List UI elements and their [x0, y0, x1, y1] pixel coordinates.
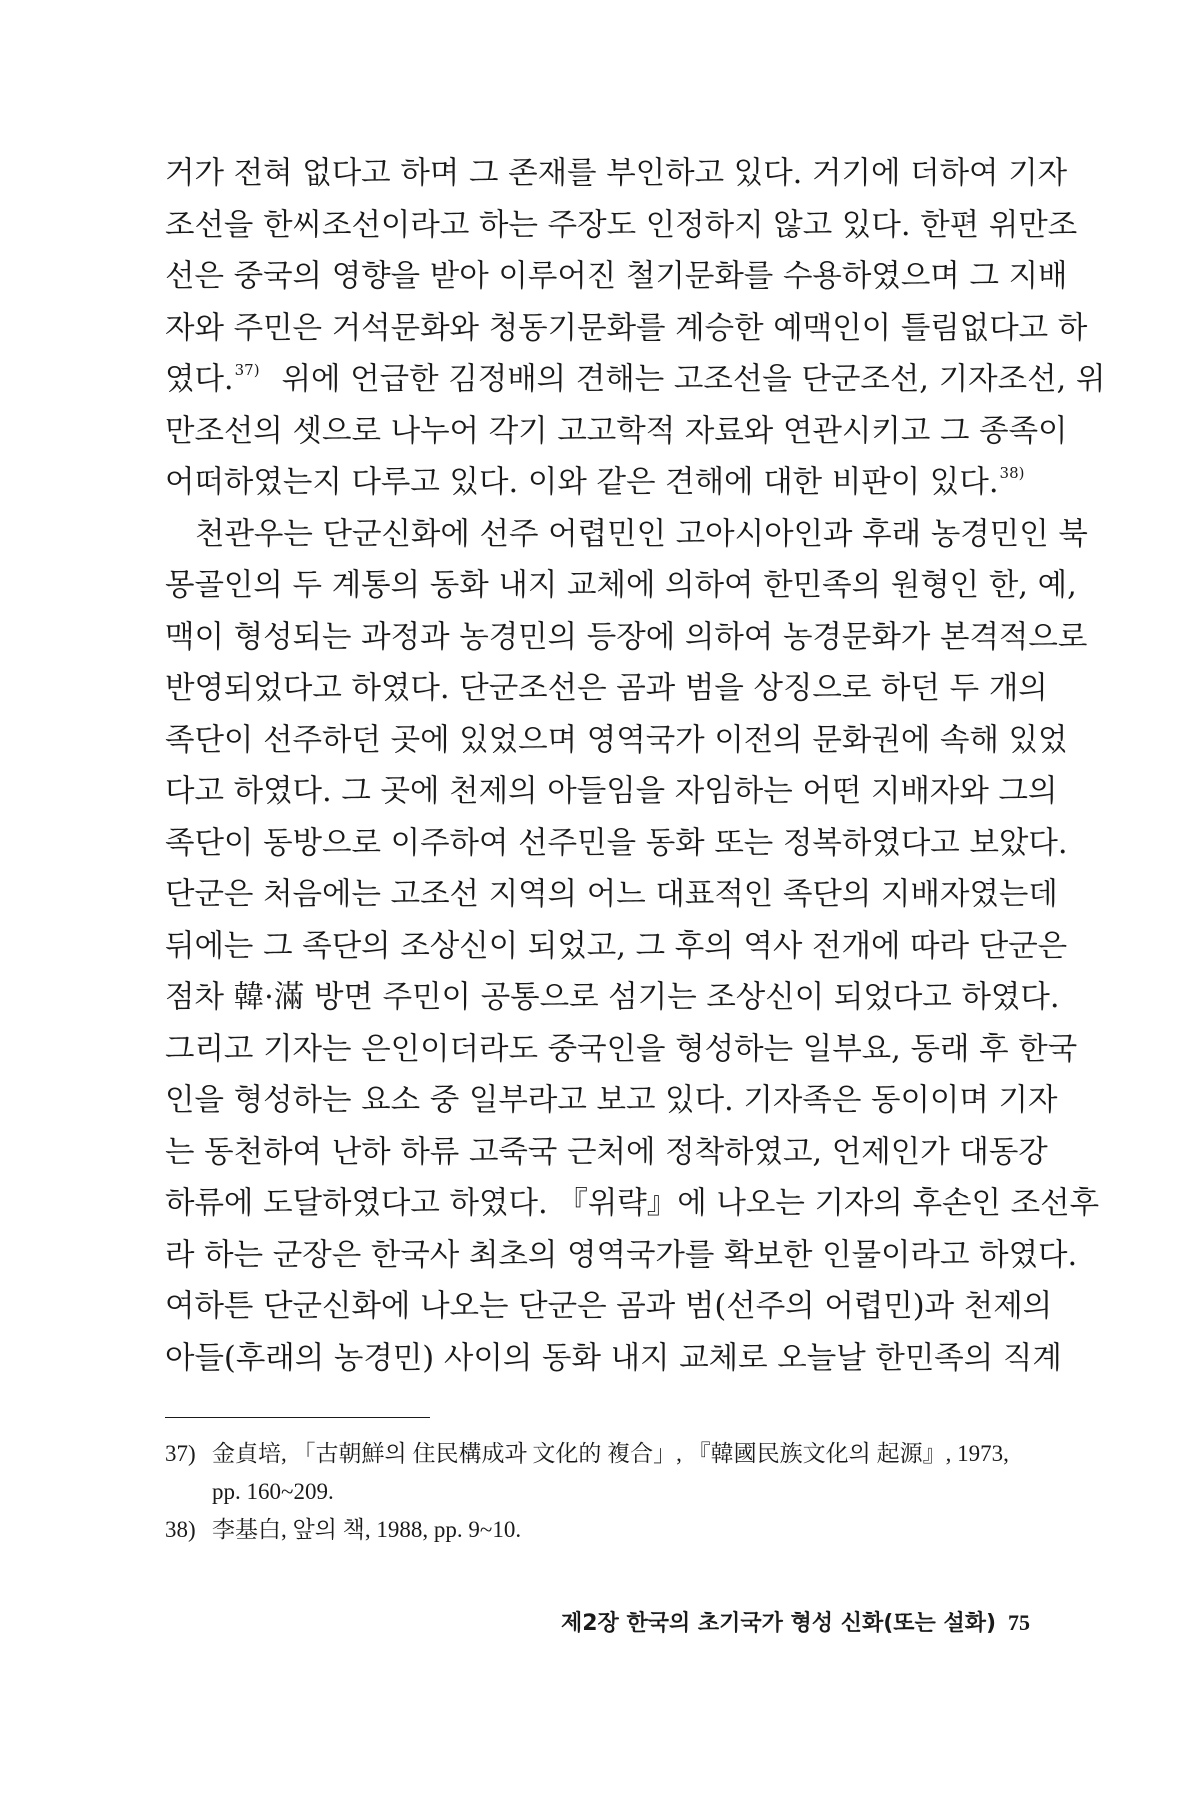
body-text	[165, 148, 1106, 1384]
body-line: 단군은 처음에는 고조선 지역의 어느 대표적인 족단의 지배자였는데	[165, 877, 1058, 912]
body-line: 아들(후래의 농경민) 사이의 동화 내지 교체로 오늘날 한민족의 직계	[165, 1340, 1062, 1376]
body-text-segment: 위에 언급한 김정배의 견해는 고조선을 단군조선, 기자조선, 위	[281, 362, 1106, 397]
footnote-37	[165, 1436, 1035, 1472]
body-line-with-footnote	[165, 457, 1035, 509]
paragraph-start-line: 천관우는 단군신화에 선주 어렵민인 고아시아인과 후래 농경민인 북	[195, 516, 1088, 552]
body-line: 다고 하였다. 그 곳에 천제의 아들임을 자임하는 어떤 지배자와 그의	[165, 774, 1058, 809]
body-line: 는 동천하여 난하 하류 고죽국 근처에 정착하였고, 언제인가 대동강	[165, 1134, 1048, 1170]
footnote-number: 37)	[165, 1441, 196, 1466]
chapter-title: 제2장 한국의 초기국가 형성 신화(또는 설화)	[561, 1611, 996, 1636]
body-line: 선은 중국의 영향을 받아 이루어진 철기문화를 수용하였으며 그 지배	[165, 259, 1068, 294]
body-line: 여하튼 단군신화에 나오는 단군은 곰과 범(선주의 어렵민)과 천제의	[165, 1289, 1053, 1324]
body-text-segment: 어떠하였는지 다루고 있다. 이와 같은 견해에 대한 비판이 있다.	[165, 465, 999, 500]
footnote-38	[165, 1512, 1035, 1548]
body-line: 맥이 형성되는 과정과 농경민의 등장에 의하여 농경문화가 본격적으로	[165, 619, 1088, 655]
body-line: 족단이 동방으로 이주하여 선주민을 동화 또는 정복하였다고 보았다.	[165, 825, 1068, 861]
body-line: 만조선의 셋으로 나누어 각기 고고학적 자료와 연관시키고 그 종족이	[165, 413, 1068, 449]
footnote-number: 38)	[165, 1517, 196, 1542]
footnote-text: 李基白, 앞의 책, 1988, pp. 9~10.	[212, 1517, 522, 1542]
footnote-text: 金貞培, 「古朝鮮의 住民構成과 文化的 複合」, 『韓國民族文化의 起源』, 1973,	[212, 1441, 1009, 1466]
body-line: 점차 韓·滿 방면 주민이 공통으로 섬기는 조상신이 되었다고 하였다.	[165, 980, 1060, 1015]
body-line: 인을 형성하는 요소 중 일부라고 보고 있다. 기자족은 동이이며 기자	[165, 1083, 1058, 1118]
body-line: 반영되었다고 하였다. 단군조선은 곰과 범을 상징으로 하던 두 개의	[165, 671, 1048, 706]
body-line-with-footnote	[165, 354, 1106, 406]
footnote-37-continuation: pp. 160~209.	[212, 1479, 334, 1504]
page-number: 75	[1008, 1610, 1030, 1635]
body-line: 라 하는 군장은 한국사 최초의 영역국가를 확보한 인물이라고 하였다.	[165, 1237, 1078, 1273]
body-line: 그리고 기자는 은인이더라도 중국인을 형성하는 일부요, 동래 후 한국	[165, 1031, 1078, 1067]
body-line: 몽골인의 두 계통의 동화 내지 교체에 의하여 한민족의 원형인 한, 예,	[165, 568, 1077, 603]
body-line: 자와 주민은 거석문화와 청동기문화를 계승한 예맥인이 틀림없다고 하	[165, 310, 1088, 346]
running-footer	[561, 1606, 1030, 1637]
body-line: 조선을 한씨조선이라고 하는 주장도 인정하지 않고 있다. 한편 위만조	[165, 207, 1078, 243]
body-line: 뒤에는 그 족단의 조상신이 되었고, 그 후의 역사 전개에 따라 단군은	[165, 928, 1068, 964]
footnote-ref-38[interactable]: 38)	[999, 464, 1025, 482]
footnote-ref-37[interactable]: 37)	[234, 361, 260, 379]
body-line: 거가 전혀 없다고 하며 그 존재를 부인하고 있다. 거기에 더하여 기자	[165, 156, 1068, 191]
body-line: 족단이 선주하던 곳에 있었으며 영역국가 이전의 문화권에 속해 있었	[165, 722, 1068, 758]
footnotes	[165, 1436, 1035, 1548]
body-text-segment: 였다.	[165, 362, 234, 397]
footnote-divider	[165, 1417, 430, 1418]
body-line: 하류에 도달하였다고 하였다. 『위략』에 나오는 기자의 후손인 조선후	[165, 1186, 1100, 1221]
